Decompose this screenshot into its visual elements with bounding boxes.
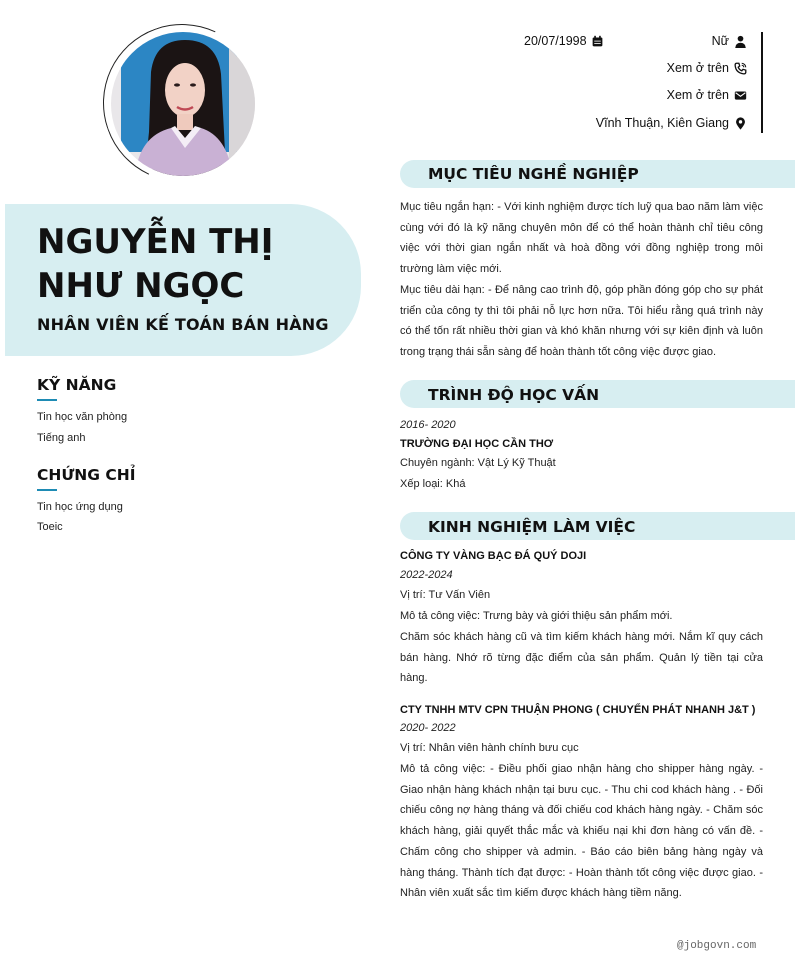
gender-value: Nữ	[711, 34, 729, 48]
job-title: NHÂN VIÊN KẾ TOÁN BÁN HÀNG	[37, 315, 329, 334]
job-company: CÔNG TY VÀNG BẠC ĐÁ QUÝ DOJI	[400, 550, 587, 562]
job-period: 2022-2024	[400, 569, 453, 581]
watermark: @jobgovn.com	[677, 940, 757, 952]
objective-long-term: Mục tiêu dài hạn: - Để nâng cao trình độ, góp phần đóng góp cho sự phát triển của công ty thì tôi phải nỗ lực hơn nữa. Tôi hiểu rằng quá trình này có thể tốn rất nhiều thời gian và khó khăn nhưng với sự kiên định và luôn trong trạng thái sẵn sàng để hoàn thành tốt công việc được giao.	[400, 284, 763, 359]
objective-heading: MỤC TIÊU NGHỀ NGHIỆP	[428, 165, 639, 183]
skills-heading: KỸ NĂNG	[37, 376, 117, 394]
full-name: NGUYỄN THỊ NHƯ NGỌC	[37, 222, 274, 306]
profile-photo	[111, 32, 255, 176]
job-company: CTY TNHH MTV CPN THUẬN PHONG ( CHUYỂN PHÁT NHANH J&T )	[400, 704, 756, 716]
job-description: Mô tả công việc: Trưng bày và giới thiệu sản phẩm mới.	[400, 610, 673, 622]
education-period: 2016- 2020	[400, 419, 456, 431]
education-major: Chuyên ngành: Vật Lý Kỹ Thuật	[400, 457, 556, 469]
avatar	[111, 32, 255, 176]
skill-item: Tiếng anh	[37, 432, 86, 444]
job-period: 2020- 2022	[400, 722, 456, 734]
certificate-item: Tin học ứng dụng	[37, 501, 123, 513]
phone-value[interactable]: Xem ở trên	[666, 61, 729, 75]
job-position: Vị trí: Nhân viên hành chính bưu cục	[400, 742, 579, 754]
education-school: TRƯỜNG ĐẠI HỌC CẦN THƠ	[400, 438, 554, 450]
email-value[interactable]: Xem ở trên	[666, 88, 729, 102]
education-rank: Xếp loại: Khá	[400, 478, 466, 490]
job-description: Chăm sóc khách hàng cũ và tìm kiếm khách hàng mới. Nắm kĩ quy cách bán hàng. Nhớ rõ từng đặc điểm của sản phẩm. Quản lý tiền tại cửa hàng.	[400, 631, 763, 685]
experience-heading: KINH NGHIỆM LÀM VIỆC	[428, 518, 636, 536]
certificate-item: Toeic	[37, 521, 63, 533]
location-pin-icon	[734, 117, 747, 130]
phone-icon	[734, 62, 747, 75]
birthdate-value: 20/07/1998	[524, 34, 587, 48]
education-heading: TRÌNH ĐỘ HỌC VẤN	[428, 386, 600, 404]
address-row	[596, 116, 747, 130]
job-description: Mô tả công việc: - Điều phối giao nhận hàng cho shipper hàng ngày. - Giao nhận hàng khách nhận tại bưu cục. - Thu chi cod khách hàng . - Đối chiếu công nợ hàng tháng và đối chiếu cod khách hàng ngày. - Chăm sóc khách hàng, giải quyết thắc mắc và khiếu nại khi đơn hàng có vấn đề. - Chấm công cho shipper và admin. - Báo cáo biên bảng hàng ngày và hàng tháng. Thành tích đạt được: - Hoàn thành tốt công việc được giao. - Nhân viên xuất sắc tìm kiếm được khách hàng tiềm năng.	[400, 763, 763, 900]
address-value: Vĩnh Thuận, Kiên Giang	[595, 116, 729, 130]
certificates-underline	[37, 489, 57, 491]
birthdate-row	[524, 34, 604, 48]
certificates-heading: CHỨNG CHỈ	[37, 466, 136, 484]
skill-item: Tin học văn phòng	[37, 411, 128, 423]
envelope-icon	[734, 89, 747, 102]
contact-divider	[761, 32, 763, 133]
gender-row	[712, 34, 747, 48]
email-row[interactable]	[667, 88, 747, 102]
person-icon	[734, 35, 747, 48]
job-position: Vị trí: Tư Vấn Viên	[400, 589, 491, 601]
objective-short-term: Mục tiêu ngắn hạn: - Với kinh nghiệm được tích luỹ qua bao năm làm việc cùng với đó là kỹ năng chuyên môn để có thể hoàn thành chỉ tiêu công việc với thời gian ngắn nhất và hoà đồng với đồng nghiệp trong môi trường làm việc mới.	[400, 201, 763, 276]
phone-row[interactable]	[667, 61, 747, 75]
skills-underline	[37, 399, 57, 401]
calendar-icon	[591, 35, 604, 48]
